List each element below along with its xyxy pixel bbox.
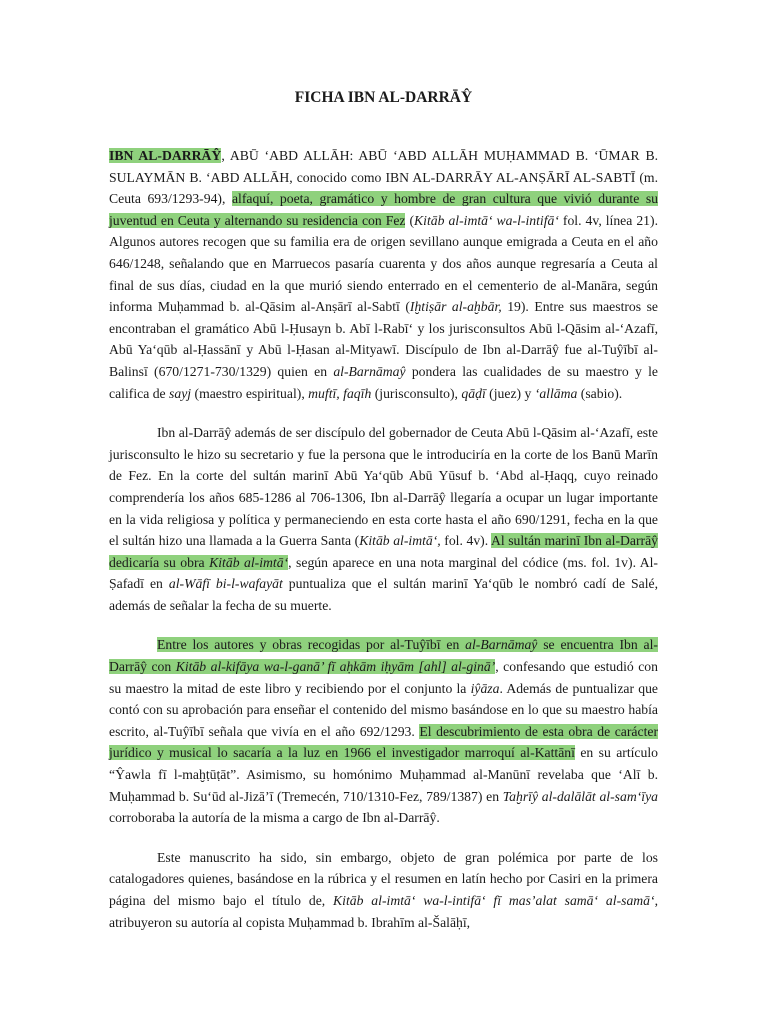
paragraph-3: Entre los autores y obras recogidas por al-Tuŷībī en al-Barnāmaŷ se encuentra Ibn al-Darrāŷ con Kitāb al-kifāya wa-l-ganā’ fī aḥkām iḥyām [ahl] al-ginā’, confesando que estudió con su maestro la mitad de este libro y recibiendo por el conjunto la iŷāza. Además de puntualizar que contó con su aprobación para enseñar el contenido del mismo basándose en lo que su maestro había escrito, al-Tuŷībī señala que vivía en el año 692/1293. El descubrimiento de esta obra de carácter jurídico y musical lo sacaría a la luz en 1966 el investigador marroquí al-Kattānī en su artículo “Ŷawla fī l-maḫṭūṭāt”. Asimismo, su homónimo Muḥammad al-Manūnī revelaba que ‘Alī b. Muḥammad b. Su‘ūd al-Jizā’ī (Tremecén, 710/1310-Fez, 789/1387) en Taḫrīŷ al-dalālāt al-sam‘īya corroboraba la autoría de la misma a cargo de Ibn al-Darrāŷ. (109, 637, 659, 826)
highlight-description: alfaquí, poeta, gramático y hombre de gran cultura que vivió durante su juventud en Ceuta y alternando su residencia con Fez (109, 191, 658, 228)
highlight-dedication: Al sultán marinī Ibn al-Darrāŷ dedicaría su obra Kitāb al-imtā‘ (109, 533, 658, 570)
highlight-name: IBN AL-DARRĀŶ (109, 148, 222, 163)
paragraph-1: IBN AL-DARRĀŶ, ABŪ ‘ABD ALLĀH: ABŪ ‘ABD ALLĀH MUḤAMMAD B. ‘ŪMAR B. SULAYMĀN B. ‘ABD ALLĀH, conocido como IBN AL-DARRĀY AL-ANṢĀRĪ AL-SABTĪ (m. Ceuta 693/1293-94), alfaquí, poeta, gramático y hombre de gran cultura que vivió durante su juventud en Ceuta y alternando su residencia con Fez (Kitāb al-imtā‘ wa-l-intifā‘ fol. 4v, línea 21). Algunos autores recogen que su familia era de origen sevillano aunque emigrada a Ceuta en el año 646/1248, señalando que en Marruecos pasaría cuarenta y dos años aunque regresaría a Ceuta al final de sus días, ciudad en la que murió siendo enterrado en el cementerio de al-Manāra, según informa Muḥammad b. al-Qāsim al-Anṣārī al-Sabtī (Iḫtiṣār al-aḫbār, 19). Entre sus maestros se encontraban el gramático Abū l-Ḥusayn b. Abī l-Rabī‘ y los jurisconsultos Abū l-Qāsim al-‘Azafī, Abū Ya‘qūb al-Ḥassānī y Abū l-Ḥasan al-Mityawī. Discípulo de Ibn al-Darrāŷ fue al-Tuŷībī al-Balinsī (670/1271-730/1329) quien en al-Barnāmaŷ pondera las cualidades de su maestro y le califica de sayj (maestro espiritual), muftī, faqīh (jurisconsulto), qāḍī (juez) y ‘allāma (sabio). (109, 148, 658, 401)
highlight-discovery: El descubrimiento de esta obra de carácter jurídico y musical lo sacaría a la luz en 1966 el investigador marroquí al-Kattānī (109, 723, 659, 761)
paragraph-4: Este manuscrito ha sido, sin embargo, objeto de gran polémica por parte de los catalogadores quienes, basándose en la rúbrica y el resumen en latín hecho por Casiri en la primera página del mismo bajo el título de, Kitāb al-imtā‘ wa-l-intifā‘ fī mas’alat samā‘ al-samā‘, atribuyeron su autoría al copista Muḥammad b. Ibrahīm al-Šalāḥī, (109, 849, 659, 930)
paragraph-2: Ibn al-Darrāŷ además de ser discípulo del gobernador de Ceuta Abū l-Qāsim al-‘Azafī, este jurisconsulto le hizo su secretario y fue la persona que le introduciría en la corte de los Banū Marīn de Fez. En la corte del sultán marinī Abū Ya‘qūb Abū Yūsuf b. ‘Abd al-Ḥaqq, cuyo reinado comprendería los años 685-1286 al 706-1306, Ibn al-Darrāŷ llegaría a ocupar un lugar importante en la vida religiosa y política y permaneciendo en esta corte hasta el año 690/1291, fecha en la que el sultán hizo una llamada a la Guerra Santa (Kitāb al-imtā‘, fol. 4v). Al sultán marinī Ibn al-Darrāŷ dedicaría su obra Kitāb al-imtā‘, según aparece en una nota marginal del códice (ms. fol. 1v). Al-Ṣafadī en al-Wāfī bi-l-wafayāt puntualiza que el sultán marinī Ya‘qūb le nombró cadí de Salé, además de señalar la fecha de su muerte. (109, 425, 659, 613)
highlight-works: Entre los autores y obras recogidas por al-Tuŷībī en al-Barnāmaŷ se encuentra Ibn al-Darrāŷ con Kitāb al-kifāya wa-l-ganā’ fī aḥkām iḥyām [ahl] al-ginā’ (109, 637, 658, 675)
document-title: FICHA IBN AL-DARRĀŶ (294, 89, 473, 106)
